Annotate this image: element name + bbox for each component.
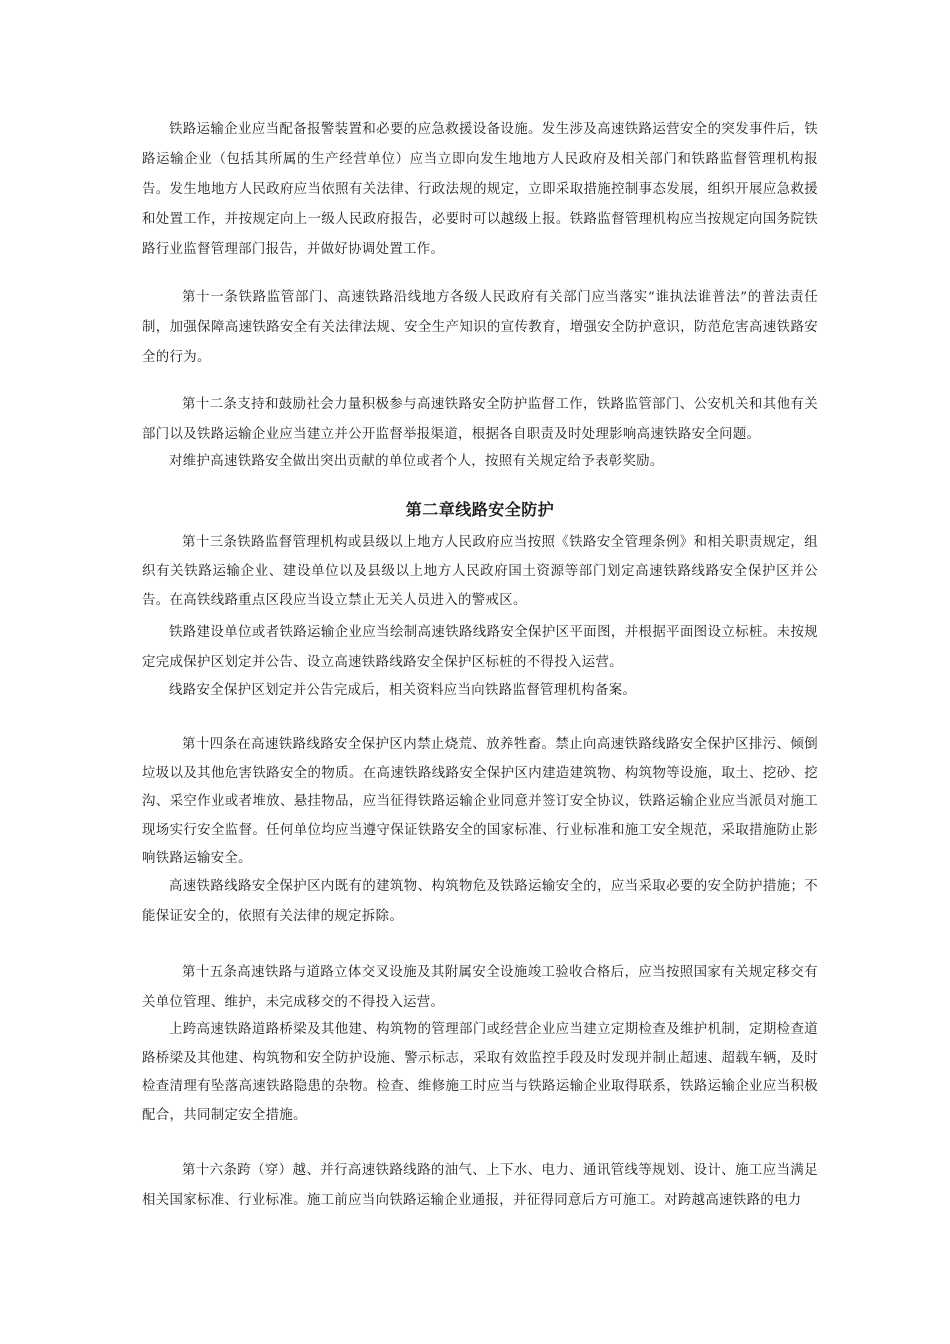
paragraph-article-13-filing: 线路安全保护区划定并公告完成后，相关资料应当向铁路监督管理机构备案。 (169, 683, 637, 698)
paragraph-article-13: 第十三条铁路监督管理机构或县级以上地方人民政府应当按照《铁路安全管理条例》和相关职责规定，组织有关铁路运输企业、建设单位以及县级以上地方人民政府国土资源等部门划定高速铁路线路安全保护区并公告。在高铁线路重点区段应当设立禁止无关人员进入的警戒区。 (142, 535, 818, 608)
paragraph-article-15-bridges: 上跨高速铁路道路桥梁及其他建、构筑物的管理部门或经营企业应当建立定期检查及维护机制，定期检查道路桥梁及其他建、构筑物和安全防护设施、警示标志，采取有效监控手段及时发现并制止超速、超载车辆，及时检查清理有坠落高速铁路隐患的杂物。检查、维修施工时应当与铁路运输企业取得联系，铁路运输企业应当积极配合，共同制定安全措施。 (142, 1022, 818, 1123)
paragraph-article-11: 第十一条铁路监管部门、高速铁路沿线地方各级人民政府有关部门应当落实“谁执法谁普法”的普法责任制，加强保障高速铁路安全有关法律法规、安全生产知识的宣传教育，增强安全防护意识，防范危害高速铁路安全的行为。 (142, 290, 818, 365)
paragraph-article-13-stakes: 铁路建设单位或者铁路运输企业应当绘制高速铁路线路安全保护区平面图，并根据平面图设立标桩。未按规定完成保护区划定并公告、设立高速铁路线路安全保护区标桩的不得投入运营。 (142, 625, 818, 670)
paragraph-article-14: 第十四条在高速铁路线路安全保护区内禁止烧荒、放养牲畜。禁止向高速铁路线路安全保护区排污、倾倒垃圾以及其他危害铁路安全的物质。在高速铁路线路安全保护区内建造建筑物、构筑物等设施，取土、挖砂、挖沟、采空作业或者堆放、悬挂物品，应当征得铁路运输企业同意并签订安全协议，铁路运输企业应当派员对施工现场实行安全监督。任何单位均应当遵守保证铁路安全的国家标准、行业标准和施工安全规范，采取措施防止影响铁路运输安全。 (142, 737, 818, 866)
chapter-heading: 第二章线路安全防护 (405, 500, 555, 519)
paragraph-article-12: 第十二条支持和鼓励社会力量积极参与高速铁路安全防护监督工作，铁路监管部门、公安机关和其他有关部门以及铁路运输企业应当建立并公开监督举报渠道，根据各自职责及时处理影响高速铁路安全问题。 (142, 397, 818, 442)
paragraph-article-12-reward: 对维护高速铁路安全做出突出贡献的单位或者个人，按照有关规定给予表彰奖励。 (169, 454, 664, 469)
paragraph-emergency-response: 铁路运输企业应当配备报警装置和必要的应急救援设备设施。发生涉及高速铁路运营安全的突发事件后，铁路运输企业（包括其所属的生产经营单位）应当立即向发生地地方人民政府及相关部门和铁路监督管理机构报告。发生地地方人民政府应当依照有关法律、行政法规的规定，立即采取措施控制事态发展，组织开展应急救援和处置工作，并按规定向上一级人民政府报告，必要时可以越级上报。铁路监督管理机构应当按规定向国务院铁路行业监督管理部门报告，并做好协调处置工作。 (142, 122, 818, 257)
paragraph-article-16: 第十六条跨（穿）越、并行高速铁路线路的油气、上下水、电力、通讯管线等规划、设计、施工应当满足相关国家标准、行业标准。施工前应当向铁路运输企业通报，并征得同意后方可施工。对跨越高速铁路的电力 (142, 1163, 818, 1208)
paragraph-article-15: 第十五条高速铁路与道路立体交叉设施及其附属安全设施竣工验收合格后，应当按照国家有关规定移交有关单位管理、维护，未完成移交的不得投入运营。 (142, 965, 818, 1010)
paragraph-article-14-existing: 高速铁路线路安全保护区内既有的建筑物、构筑物危及铁路运输安全的，应当采取必要的安全防护措施；不能保证安全的，依照有关法律的规定拆除。 (142, 879, 818, 924)
